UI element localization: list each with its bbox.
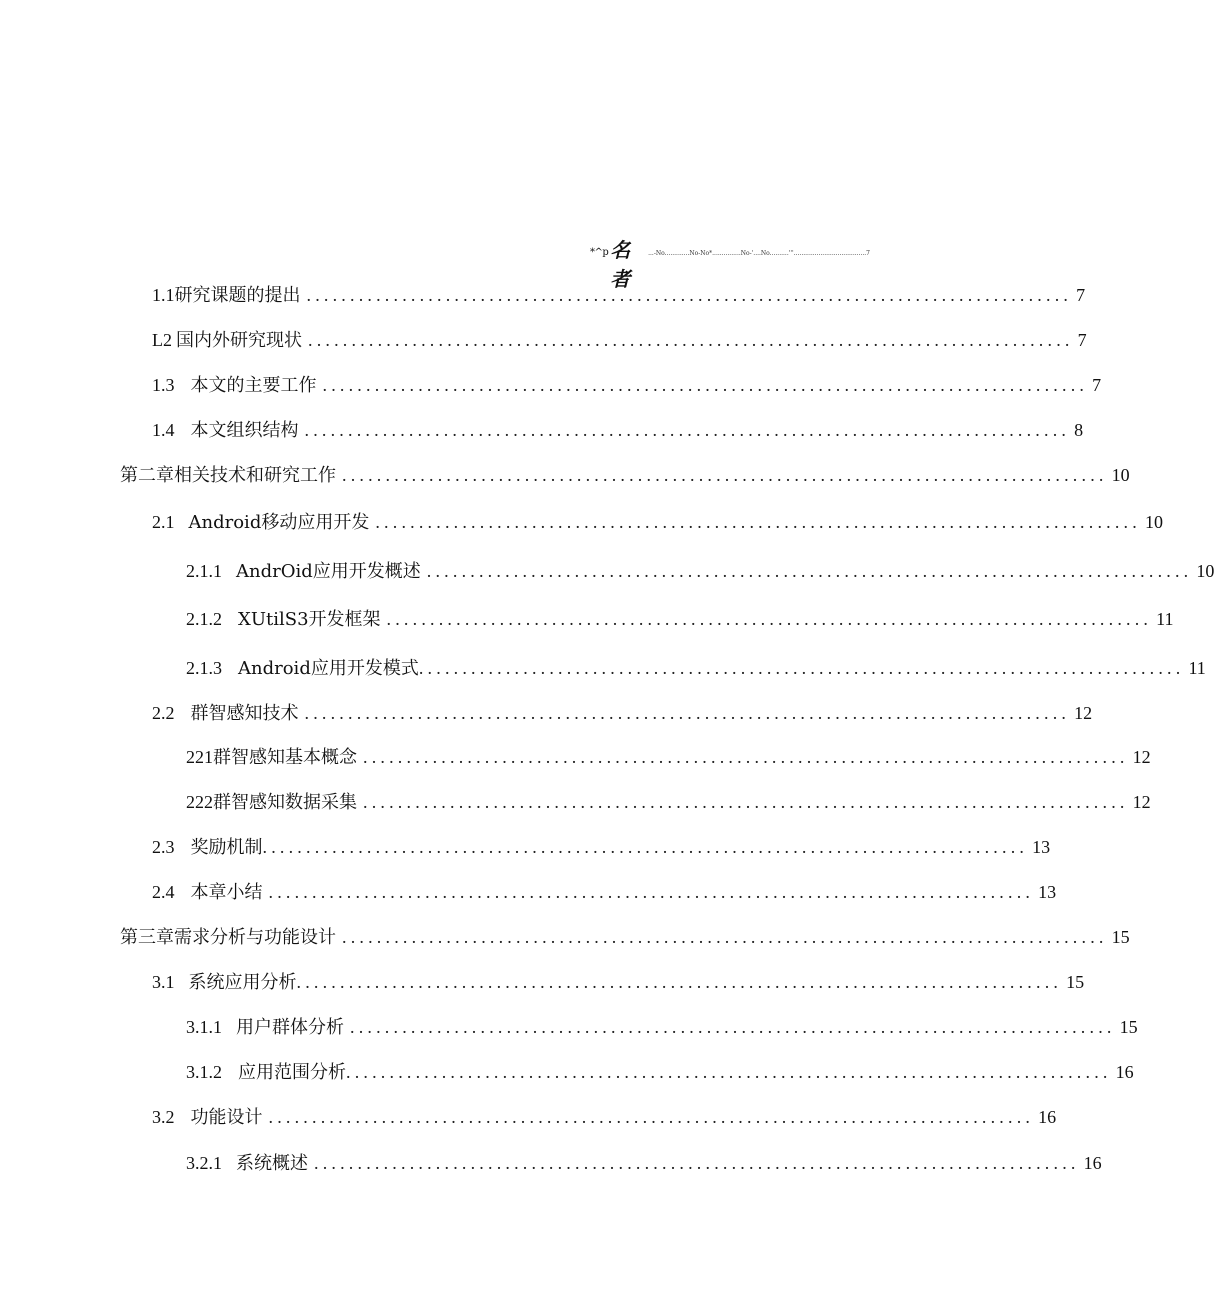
toc-entry-number: 1.1	[152, 285, 175, 305]
heading-prefix: *^p	[590, 247, 609, 258]
toc-entry-2-2-2[interactable]	[186, 788, 1151, 816]
toc-entry-number: 2.4	[152, 882, 175, 902]
toc-entry-title: XUtilS3开发框架	[238, 609, 381, 630]
toc-entry-number: 3.2.1	[186, 1153, 222, 1173]
toc-entry-number: 2.2	[152, 703, 175, 723]
toc-entry-2-1-3[interactable]	[186, 654, 1206, 682]
toc-entry-number: 3.2	[152, 1107, 175, 1127]
dot-leader: ........................................................................................	[268, 1107, 1035, 1127]
toc-entry-number: 222	[186, 792, 213, 812]
toc-entry-number: 3.1.1	[186, 1017, 222, 1037]
toc-entry-title: 奖励机制	[190, 837, 263, 858]
toc-entry-page: 12	[1132, 747, 1151, 767]
toc-entry-page: 16	[1083, 1153, 1102, 1173]
toc-entry-page: 16	[1115, 1062, 1134, 1082]
dot-leader: ........................................................................................	[304, 420, 1071, 440]
toc-entry-page: 15	[1111, 927, 1130, 947]
toc-entry-number: 2.1.1	[186, 561, 222, 581]
toc-entry-title: 群智感知数据采集	[213, 792, 357, 813]
toc-entry-2-3[interactable]	[152, 833, 1051, 861]
toc-entry-page: 15	[1119, 1017, 1138, 1037]
toc-entry-title: 本文的主要工作	[190, 375, 317, 396]
toc-entry-number: 2.3	[152, 837, 175, 857]
toc-entry-page: 15	[1066, 972, 1085, 992]
toc-chapter-title: 第二章相关技术和研究工作	[120, 465, 336, 486]
dot-leader: ........................................................................................	[363, 792, 1129, 812]
toc-entry-number: 1.3	[152, 375, 175, 395]
toc-entry-number: 2.1	[152, 512, 175, 532]
toc-entry-title: Android移动应用开发	[188, 512, 370, 533]
toc-entry-1-4[interactable]	[152, 416, 1084, 444]
toc-entry-page: 11	[1156, 609, 1174, 629]
toc-entry-number: 2.1.2	[186, 609, 222, 629]
dot-leader: ........................................................................................	[363, 747, 1129, 767]
heading-leader: ...-No.............No-No*...............No-'....No..........'''......................................7	[648, 250, 870, 257]
dot-leader: ........................................................................................	[386, 609, 1153, 629]
dot-leader: ........................................................................................	[375, 512, 1141, 532]
toc-entry-title: 国内外研究现状	[176, 330, 302, 351]
toc-entry-title: 系统概述	[236, 1153, 308, 1174]
heading-title: 名者	[610, 238, 633, 291]
dot-leader: ........................................................................................	[296, 972, 1063, 992]
dot-leader: ........................................................................................	[314, 1153, 1080, 1173]
toc-entry-3-1[interactable]	[152, 968, 1085, 996]
toc-entry-3-2[interactable]	[152, 1103, 1057, 1131]
toc-entry-1-1[interactable]	[152, 281, 1086, 309]
toc-chapter-3[interactable]	[120, 923, 1130, 951]
toc-entry-page: 12	[1132, 792, 1151, 812]
toc-entry-number: 1.4	[152, 420, 175, 440]
toc-entry-page: 16	[1038, 1107, 1057, 1127]
toc-entry-title: 用户群体分析	[236, 1017, 344, 1038]
toc-entry-1-3[interactable]	[152, 371, 1102, 399]
toc-entry-number: 221	[186, 747, 213, 767]
toc-entry-title: AndrOid应用开发概述	[236, 561, 421, 582]
dot-leader: ........................................................................................	[304, 703, 1071, 723]
toc-entry-page: 10	[1144, 512, 1163, 532]
toc-chapter-2[interactable]	[120, 461, 1130, 489]
dot-leader: ........................................................................................	[350, 1017, 1116, 1037]
toc-entry-2-2[interactable]	[152, 699, 1093, 727]
toc-entry-3-2-1[interactable]	[186, 1149, 1102, 1177]
toc-entry-page: 13	[1038, 882, 1057, 902]
toc-entry-page: 11	[1188, 658, 1206, 678]
toc-entry-2-1[interactable]	[152, 508, 1163, 536]
toc-entry-page: 8	[1074, 420, 1084, 440]
toc-entry-page: 12	[1074, 703, 1093, 723]
toc-entry-page: 10	[1196, 561, 1214, 581]
toc-entry-title: 本章小结	[190, 882, 263, 903]
toc-entry-2-2-1[interactable]	[186, 743, 1151, 771]
toc-entry-title: 群智感知技术	[190, 703, 299, 724]
toc-entry-3-1-1[interactable]	[186, 1013, 1138, 1041]
toc-entry-page: 7	[1076, 285, 1086, 305]
toc-entry-2-4[interactable]	[152, 878, 1057, 906]
dot-leader: ........................................................................................	[262, 837, 1029, 857]
toc-entry-title: 应用范围分析	[238, 1062, 346, 1083]
toc-entry-title: 功能设计	[190, 1107, 263, 1128]
toc-entry-title: 本文组织结构	[190, 420, 299, 441]
toc-entry-number: 2.1.3	[186, 658, 222, 678]
dot-leader: ........................................................................................	[322, 375, 1089, 395]
dot-leader: ........................................................................................	[346, 1062, 1112, 1082]
toc-entry-1-2[interactable]	[152, 326, 1087, 354]
dot-leader: ........................................................................................	[306, 285, 1073, 305]
toc-entry-number: 3.1.2	[186, 1062, 222, 1082]
toc-heading	[590, 234, 870, 291]
toc-chapter-title: 第三章需求分析与功能设计	[120, 927, 336, 948]
dot-leader: ........................................................................................	[342, 927, 1108, 947]
toc-entry-3-1-2[interactable]	[186, 1058, 1134, 1086]
toc-entry-title: 研究课题的提出	[174, 285, 301, 306]
toc-entry-page: 7	[1092, 375, 1102, 395]
toc-entry-number: L2	[152, 330, 172, 350]
toc-entry-title: 系统应用分析	[188, 972, 297, 993]
toc-entry-page: 13	[1032, 837, 1051, 857]
toc-entry-page: 10	[1111, 465, 1130, 485]
toc-entry-page: 7	[1077, 330, 1087, 350]
dot-leader: ........................................................................................	[342, 465, 1108, 485]
toc-entry-2-1-2[interactable]	[186, 605, 1174, 633]
toc-entry-title: Android应用开发模式	[238, 658, 419, 679]
dot-leader: ........................................................................................	[268, 882, 1035, 902]
toc-entry-title: 群智感知基本概念	[213, 747, 357, 768]
toc-entry-2-1-1[interactable]	[186, 557, 1214, 585]
dot-leader: ........................................................................................	[418, 658, 1185, 678]
dot-leader: ........................................................................................	[308, 330, 1074, 350]
dot-leader: ........................................................................................	[426, 561, 1193, 581]
toc-entry-number: 3.1	[152, 972, 175, 992]
